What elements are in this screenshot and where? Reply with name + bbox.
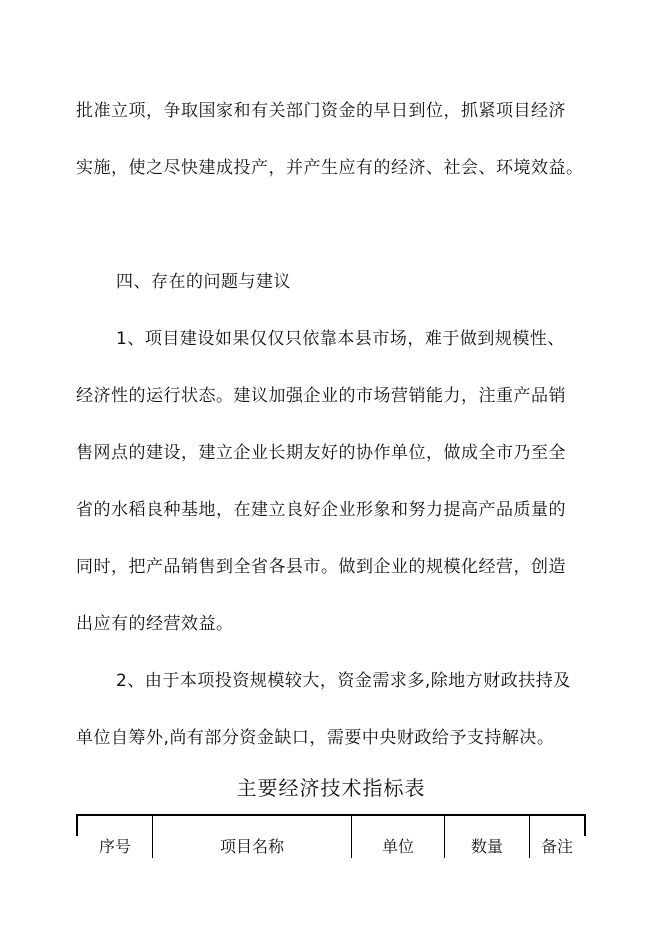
paragraph-line: 售网点的建设，建立企业长期友好的协作单位，做成全市乃至全 [76,443,566,463]
paragraph-line: 出应有的经营效益。 [76,614,234,634]
paragraph-line: 实施，使之尽快建成投产，并产生应有的经济、社会、环境效益。 [76,158,584,178]
indicator-table [76,814,586,856]
paragraph-line: 省的水稻良种基地，在建立良好企业形象和努力提高产品质量的 [76,500,566,520]
table-title: 主要经济技术指标表 [236,776,426,800]
paragraph-line: 批准立项，争取国家和有关部门资金的早日到位，抓紧项目经济 [76,101,566,121]
table-header-cell: 备注 [540,837,573,856]
paragraph-line: 同时，把产品销售到全省各县市。做到企业的规模化经营，创造 [76,557,566,577]
table-header-cell: 项目名称 [153,816,352,858]
paragraph-line: 经济性的运行状态。建议加强企业的市场营销能力，注重产品销 [76,386,566,406]
paragraph-line: 1、项目建设如果仅仅只依靠本县市场，难于做到规模性、 [116,329,565,349]
section-heading: 四、存在的问题与建议 [116,272,291,292]
table-header-row [78,816,584,858]
table-header-cell: 单位 [352,816,445,858]
table-header-cell: 数量 [445,816,530,858]
table-header-cell: 序号 [78,816,153,858]
paragraph-line: 单位自筹外,尚有部分资金缺口，需要中央财政给予支持解决。 [76,728,555,748]
paragraph-line: 2、由于本项投资规模较大，资金需求多,除地方财政扶持及 [116,671,571,691]
